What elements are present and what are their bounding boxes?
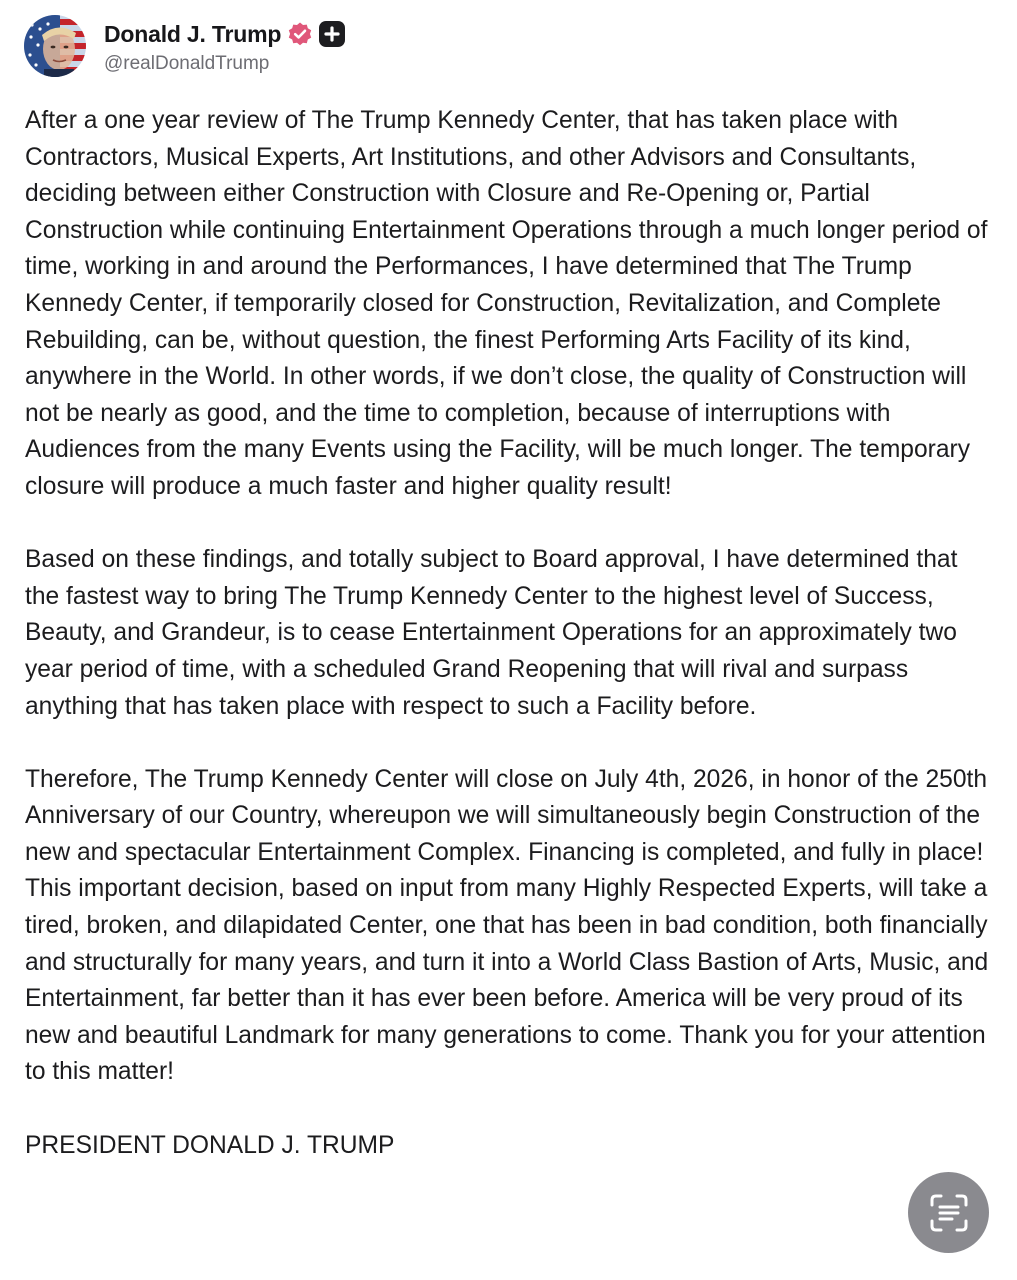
author-identity [104, 17, 345, 75]
scan-text-icon [927, 1191, 971, 1235]
plus-icon [319, 21, 345, 47]
post-signature: PRESIDENT DONALD J. TRUMP [25, 1131, 395, 1159]
scan-text-button[interactable] [908, 1172, 989, 1253]
avatar[interactable] [24, 15, 86, 77]
follow-button[interactable] [319, 21, 345, 47]
avatar-image [24, 15, 86, 77]
post-paragraph: Based on these findings, and totally subject to Board approval, I have determined that the fastest way to bring The Trump Kennedy Center to the highest level of Success, Beauty, and Grandeur, is to cease Entertainment Operations for an approximately two year period of time, with a scheduled Grand Reopening that will rival and surpass anything that has taken place with respect to such a Facility before. [25, 546, 958, 720]
post-paragraph: After a one year review of The Trump Kennedy Center, that has taken place with Contractors, Musical Experts, Art Institutions, and other Advisors and Consultants, deciding between either Construction with Closure and Re-Opening or, Partial Construction while continuing Entertainment Operations through a much longer period of time, working in and around the Performances, I have determined that The Trump Kennedy Center, if temporarily closed for Construction, Revitalization, and Complete Rebuilding, can be, without question, the finest Performing Arts Facility of its kind, anywhere in the World. In other words, if we don’t close, the quality of Construction will not be nearly as good, and the time to completion, because of interruptions with Audiences from the many Events using the Facility, will be much longer. The temporary closure will produce a much faster and higher quality result! [25, 107, 988, 500]
verified-badge-icon [287, 21, 313, 47]
post-header [24, 14, 345, 78]
author-display-name[interactable]: Donald J. Trump [104, 20, 282, 47]
author-name-row [104, 17, 345, 51]
post-body [25, 103, 1010, 1164]
author-handle[interactable]: @realDonaldTrump [104, 53, 270, 74]
post-paragraph: Therefore, The Trump Kennedy Center will close on July 4th, 2026, in honor of the 250th Anniversary of our Country, whereupon we will simultaneously begin Construction of the new and spectacular Entertainment Complex. Financing is completed, and fully in place! This important decision, based on input from many Highly Respected Experts, will take a tired, broken, and dilapidated Center, one that has been in bad condition, both financially and structurally for many years, and turn it into a World Class Bastion of Arts, Music, and Entertainment, far better than it has ever been before. America will be very proud of its new and beautiful Landmark for many generations to come. Thank you for your attention to this matter! [25, 765, 989, 1086]
